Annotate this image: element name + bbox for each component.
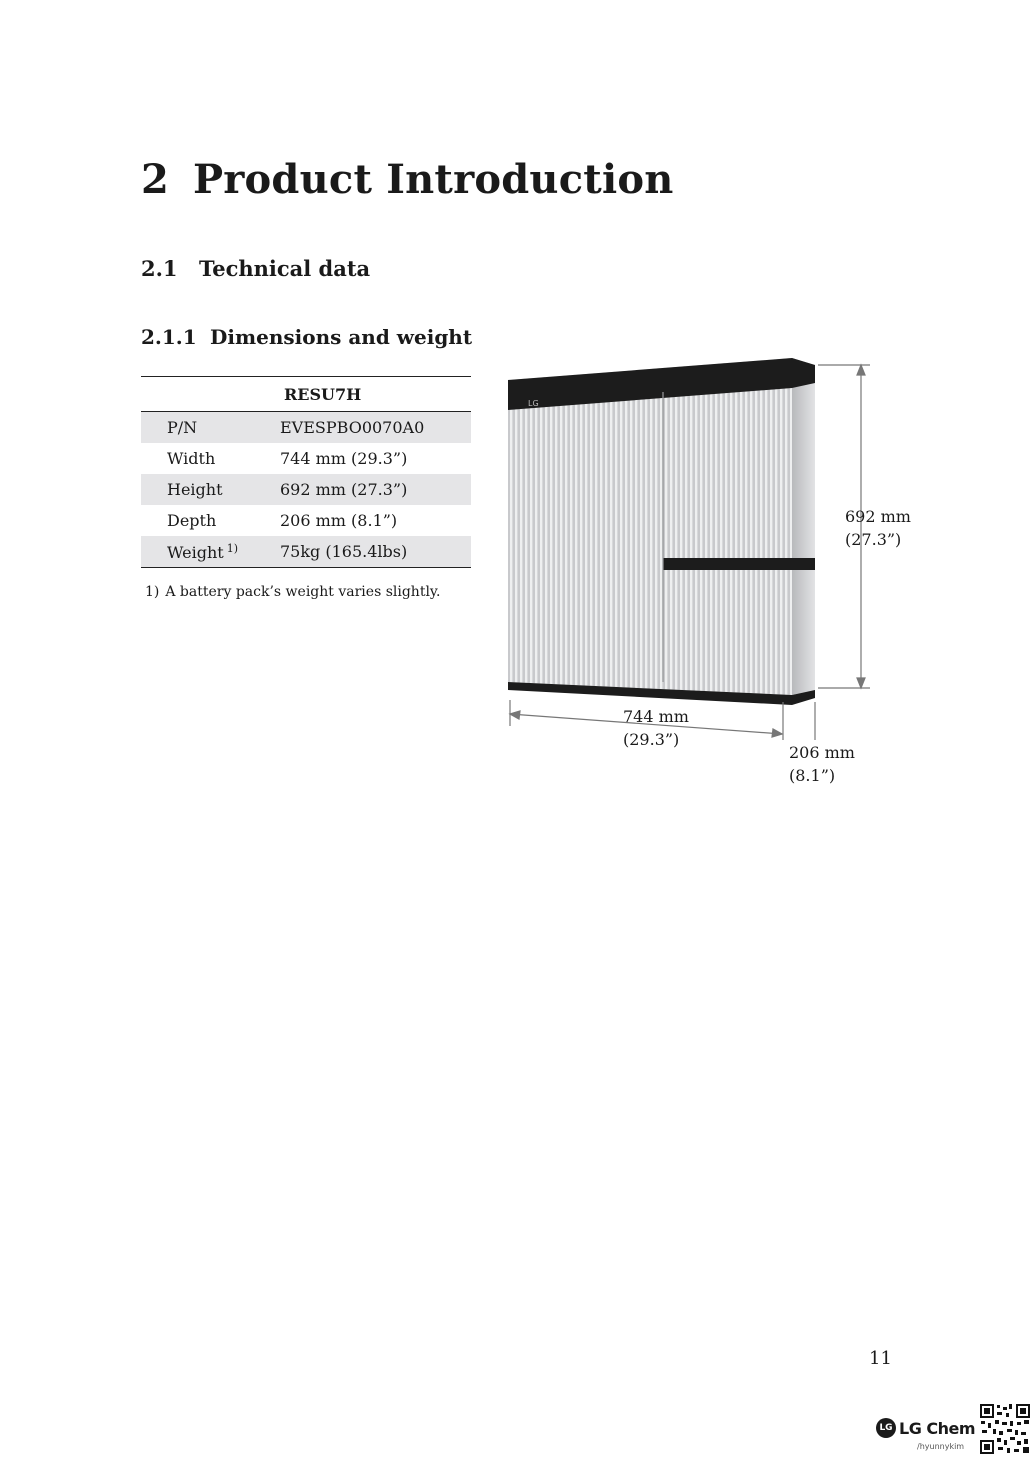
- battery-front: [508, 358, 815, 695]
- arrow-up: [857, 365, 865, 375]
- chapter-heading: [141, 156, 674, 203]
- row-label: [141, 443, 280, 474]
- battery-middle-band: [663, 558, 815, 570]
- arrow-down: [857, 678, 865, 688]
- height-mm: 692 mm: [845, 507, 911, 526]
- width-mm: 744 mm: [623, 707, 689, 726]
- arrow-left: [510, 711, 520, 719]
- row-value: 744 mm (29.3”): [280, 449, 408, 468]
- brand-name: LG Chem: [899, 1418, 976, 1438]
- row-label: [141, 474, 280, 505]
- row-label-text: Height: [167, 480, 223, 499]
- footnote-reference: 1): [226, 541, 238, 555]
- battery-side: [792, 358, 815, 695]
- row-value: 75kg (165.4lbs): [280, 536, 471, 568]
- table-body: [141, 412, 471, 568]
- footnote-text: A battery pack’s weight varies slightly.: [165, 584, 441, 600]
- row-value: EVESPBO0070A0: [280, 412, 471, 444]
- footer-handle: /hyunnykim: [917, 1442, 965, 1451]
- lg-logo-icon: LG: [876, 1418, 896, 1438]
- table-row: [141, 443, 471, 474]
- battery-figure: [470, 330, 870, 740]
- row-label-text: Width: [167, 449, 216, 468]
- depth-in: (8.1”): [789, 766, 836, 785]
- height-in: (27.3”): [845, 530, 902, 549]
- row-label-text: Depth: [167, 511, 217, 530]
- depth-dimension-label: [789, 741, 855, 787]
- battery-photo: [508, 358, 815, 705]
- subsection-title: Dimensions and weight: [210, 325, 473, 349]
- row-label: [141, 505, 280, 536]
- width-dimension-label: [623, 705, 689, 751]
- arrow-right: [772, 729, 782, 737]
- row-label-text: Weight: [167, 542, 224, 562]
- subsection-heading: [141, 325, 472, 349]
- footnote: [145, 584, 440, 600]
- row-label: [141, 536, 280, 568]
- footnote-marker: 1): [145, 584, 160, 600]
- table-header-row: [141, 377, 471, 412]
- table-row: [141, 474, 471, 505]
- row-value: 206 mm (8.1”): [280, 511, 398, 530]
- product-logo: LG: [528, 399, 539, 408]
- subsection-number: 2.1.1: [141, 325, 197, 349]
- page-number: 11: [869, 1348, 892, 1369]
- row-label-text: P/N: [167, 418, 198, 437]
- width-in: (29.3”): [623, 730, 680, 749]
- section-heading: [141, 256, 370, 281]
- brand-logo: [876, 1418, 975, 1438]
- table-row: [141, 412, 471, 444]
- chapter-number: 2: [141, 156, 170, 203]
- qr-code-icon: [979, 1403, 1031, 1455]
- chapter-title: Product Introduction: [193, 156, 674, 203]
- section-number: 2.1: [141, 256, 178, 281]
- section-title: Technical data: [199, 256, 371, 281]
- row-label: [141, 412, 280, 444]
- row-value: 692 mm (27.3”): [280, 474, 471, 505]
- dimensions-table: [141, 376, 471, 568]
- model-header: RESU7H: [141, 377, 471, 412]
- table-row: [141, 536, 471, 568]
- height-dimension-label: [845, 505, 911, 551]
- depth-mm: 206 mm: [789, 743, 855, 762]
- table-row: [141, 505, 471, 536]
